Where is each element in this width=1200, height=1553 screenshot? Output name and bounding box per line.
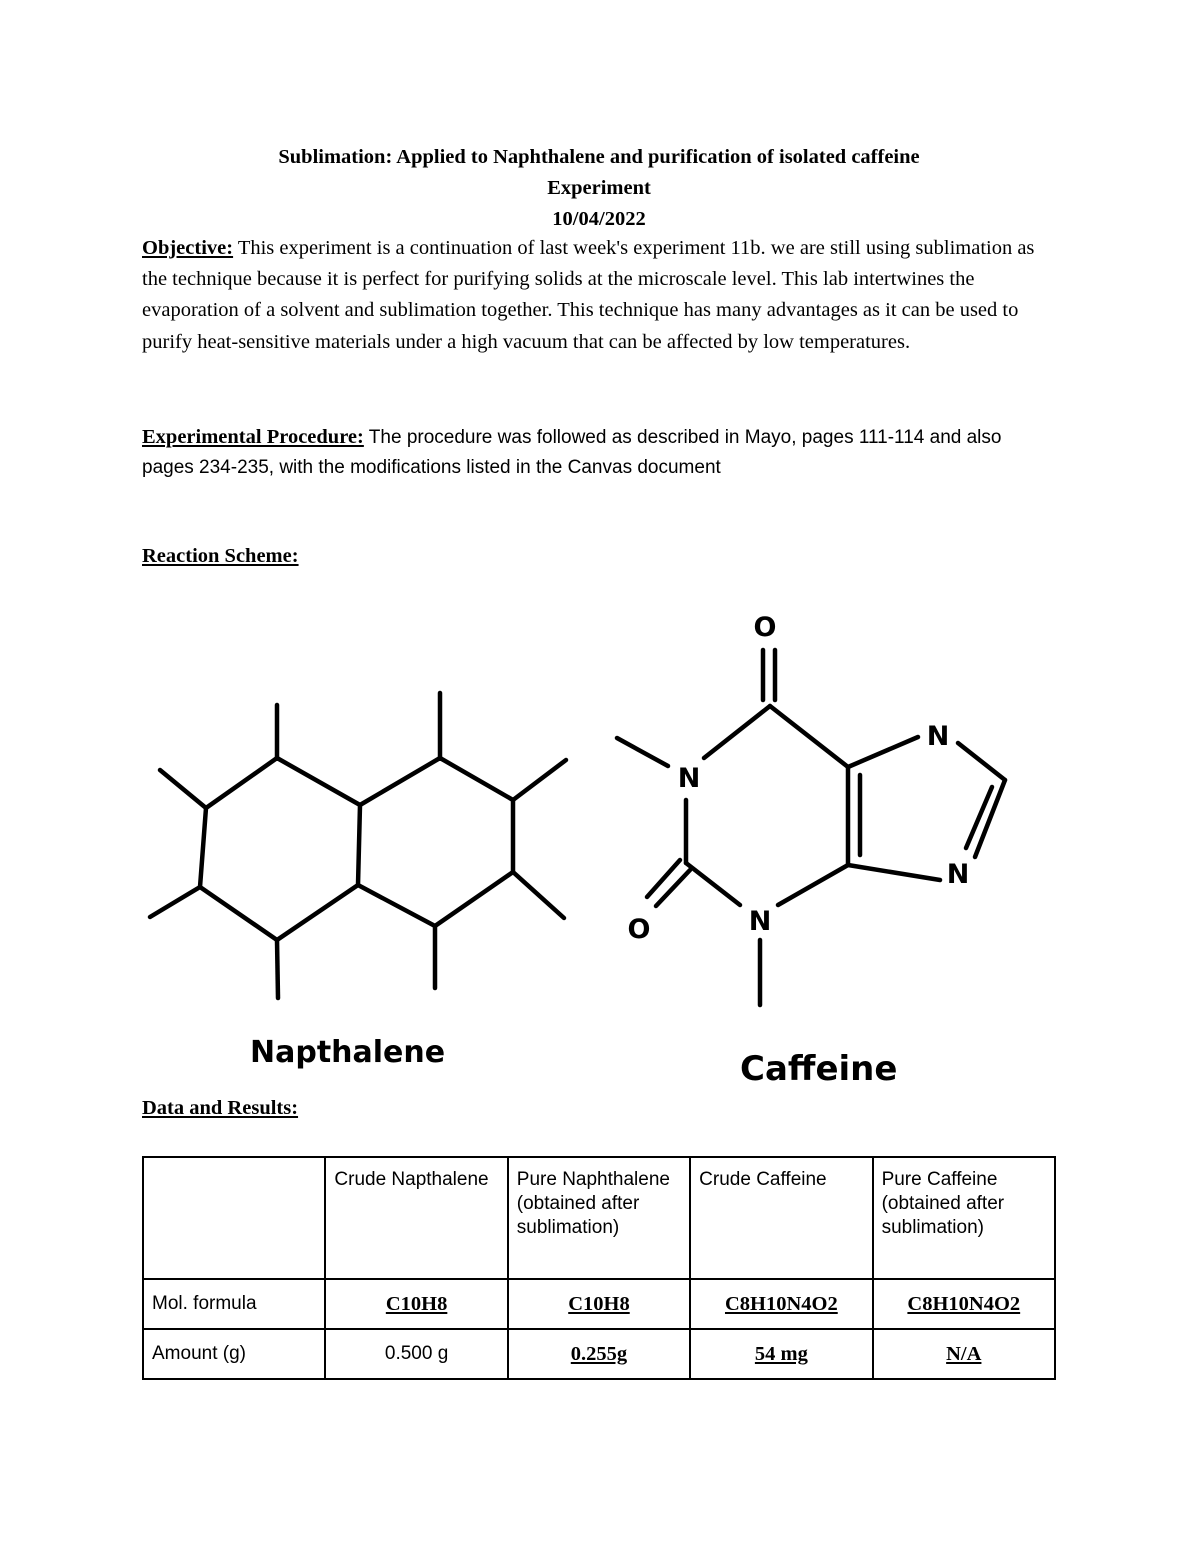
caffeine-oxygen-top: O bbox=[753, 612, 777, 643]
table-row bbox=[143, 1329, 1055, 1379]
naphthalene-structure bbox=[150, 693, 566, 998]
objective-label: Objective: bbox=[142, 237, 234, 259]
table-cell: C8H10N4O2 bbox=[907, 1293, 1021, 1315]
procedure-label: Experimental Procedure: bbox=[142, 426, 364, 448]
naphthalene-label: Napthalene bbox=[250, 1035, 446, 1070]
table-cell: C10H8 bbox=[568, 1293, 630, 1315]
table-cell: C8H10N4O2 bbox=[724, 1293, 838, 1315]
table-row bbox=[143, 1279, 1055, 1329]
document-title: Sublimation: Applied to Naphthalene and purification of isolated caffeine bbox=[278, 146, 920, 168]
procedure-paragraph bbox=[142, 422, 1042, 483]
table-header-cell: Pure Caffeine (obtained after sublimation) bbox=[873, 1157, 1055, 1279]
document-subtitle: Experiment bbox=[547, 177, 651, 199]
reaction-scheme-drawings bbox=[0, 590, 1200, 1110]
objective-text: This experiment is a continuation of last week's experiment 11b. we are still using sublimation as the technique because it is perfect for purifying solids at the microscale level. This lab intertwines the evaporation of a solvent and sublimation together. This technique has many advantages as it can be used to purify heat-sensitive materials under a high vacuum that can be affected by low temperatures. bbox=[142, 237, 1035, 353]
table-cell: C10H8 bbox=[385, 1293, 448, 1315]
table-header-cell: Crude Caffeine bbox=[690, 1157, 872, 1279]
results-table bbox=[142, 1156, 1056, 1380]
table-cell: 0.255g bbox=[570, 1343, 628, 1365]
caffeine-nitrogen-7: N bbox=[926, 721, 950, 752]
data-results-label: Data and Results: bbox=[142, 1097, 299, 1119]
caffeine-label: Caffeine bbox=[740, 1049, 898, 1089]
title-block bbox=[142, 142, 1056, 235]
table-cell: 0.500 g bbox=[325, 1329, 507, 1379]
table-row-label: Mol. formula bbox=[143, 1279, 325, 1329]
table-header-cell: Pure Naphthalene (obtained after sublimation) bbox=[508, 1157, 690, 1279]
caffeine-nitrogen-1: N bbox=[677, 763, 701, 794]
table-cell: N/A bbox=[946, 1343, 982, 1365]
objective-paragraph bbox=[142, 233, 1042, 358]
table-header-cell: Crude Napthalene bbox=[325, 1157, 507, 1279]
caffeine-oxygen-left: O bbox=[627, 914, 651, 945]
table-header-cell bbox=[143, 1157, 325, 1279]
table-row-label: Amount (g) bbox=[143, 1329, 325, 1379]
procedure-text: The procedure was followed as described in Mayo, pages 111-114 and also pages 234-235, with the modifications listed in the Canvas document bbox=[142, 427, 1002, 478]
table-cell: 54 mg bbox=[754, 1343, 808, 1365]
document-date: 10/04/2022 bbox=[552, 208, 646, 230]
caffeine-nitrogen-9: N bbox=[946, 859, 970, 890]
caffeine-nitrogen-3: N bbox=[748, 906, 772, 937]
table-header-row bbox=[143, 1157, 1055, 1279]
caffeine-structure bbox=[617, 650, 1005, 1005]
reaction-scheme-label: Reaction Scheme: bbox=[142, 545, 299, 567]
